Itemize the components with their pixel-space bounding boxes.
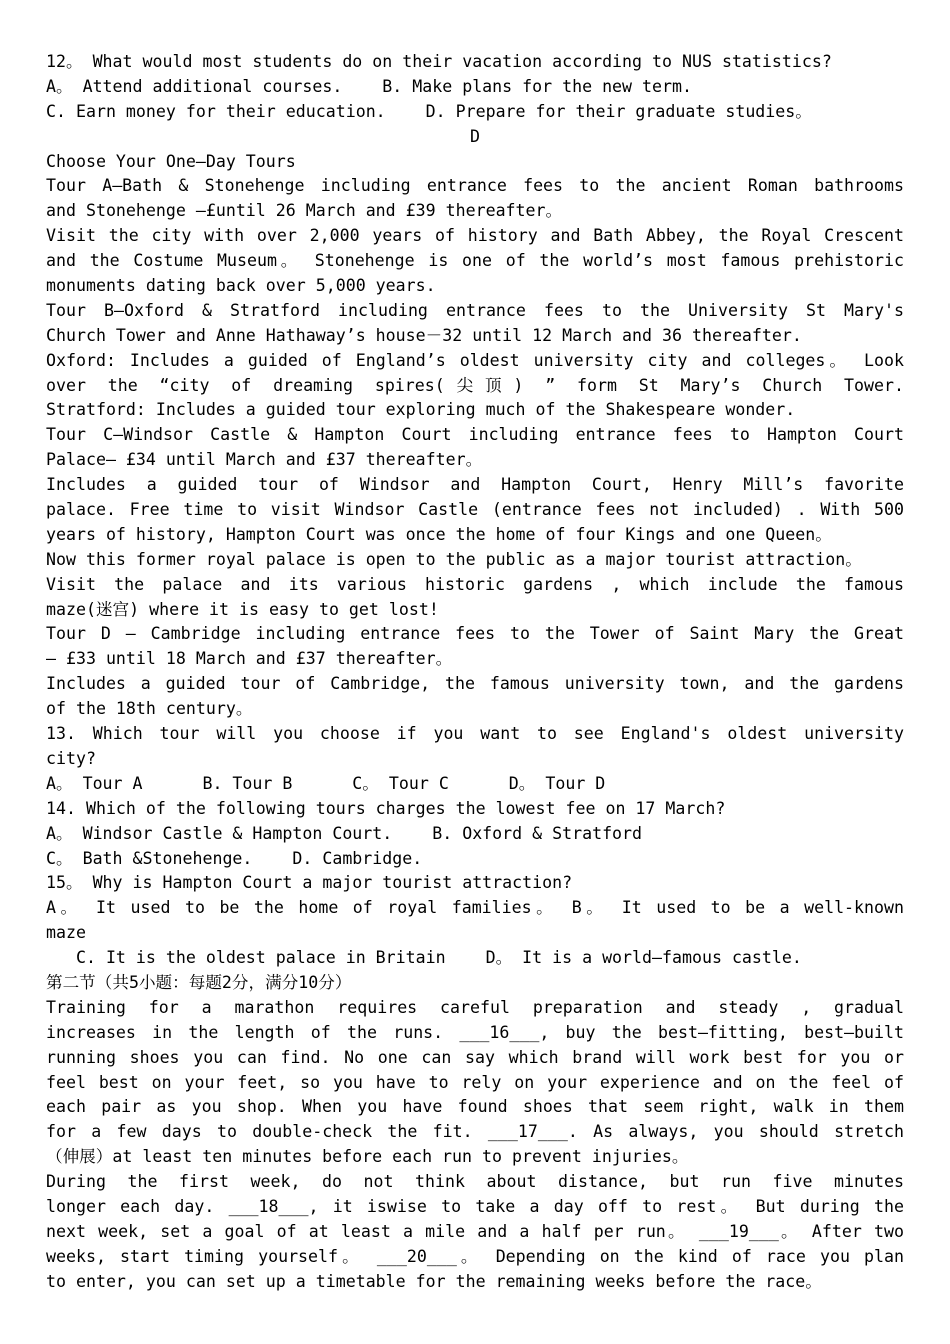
- text-line: and Stonehenge —£until 26 March and £39 thereafter。: [46, 201, 563, 221]
- text-line: and the Costume Museum。 Stonehenge is one of the world’s most famous prehistoric: [46, 251, 904, 271]
- text-line: D: [470, 126, 480, 146]
- text-line: Includes a guided tour of Cambridge, the famous university town, and the gardens: [46, 674, 904, 694]
- text-line: to enter, you can set up a timetable for the remaining weeks before the race。: [46, 1271, 822, 1291]
- text-line: During the first week, do not think about distance, but run five minutes: [46, 1172, 904, 1192]
- text-line: A。 It used to be the home of royal families。 B。 It used to be a well-known: [46, 898, 904, 918]
- text-line: maze: [46, 923, 86, 943]
- text-line: city?: [46, 748, 96, 768]
- text-line: monuments dating back over 5,000 years.: [46, 276, 436, 296]
- text-line: longer each day. ___18___, it iswise to take a day off to rest。 But during the: [46, 1196, 904, 1216]
- text-line: Training for a marathon requires careful preparation and steady , gradual: [46, 997, 904, 1017]
- text-line: 12。 What would most students do on their vacation according to NUS statistics?: [46, 52, 832, 71]
- text-line: weeks, start timing yourself。 ___20___。 Depending on the kind of race you plan: [46, 1246, 904, 1266]
- text-line: A。 Windsor Castle & Hampton Court. B. Oxford & Stratford: [46, 823, 643, 843]
- text-line: C。 Bath &Stonehenge. D. Cambridge.: [46, 848, 423, 868]
- text-line: Includes a guided tour of Windsor and Hampton Court, Henry Mill’s favorite: [46, 475, 904, 495]
- text-line: Church Tower and Anne Hathaway’s house－32 until 12 March and 36 thereafter.: [46, 325, 802, 345]
- text-line: Visit the city with over 2,000 years of history and Bath Abbey, the Royal Crescent: [46, 226, 904, 246]
- text-line: — £33 until 18 March and £37 thereafter。: [46, 649, 453, 669]
- text-line: Tour A—Bath & Stonehenge including entrance fees to the ancient Roman bathrooms: [46, 176, 904, 196]
- text-line: Now this former royal palace is open to the public as a major tourist attraction。: [46, 549, 862, 569]
- text-line: years of history, Hampton Court was once the home of four Kings and one Queen。: [46, 524, 832, 544]
- text-line: Visit the palace and its various historic gardens , which include the famous: [46, 574, 904, 594]
- text-line: Choose Your One—Day Tours: [46, 151, 296, 171]
- text-line: A。 Attend additional courses. B. Make plans for the new term.: [46, 76, 692, 96]
- text-line: （伸展）at least ten minutes before each run to prevent injuries。: [46, 1147, 689, 1167]
- text-line: A。 Tour A B. Tour B C。 Tour C D。 Tour D: [46, 773, 606, 793]
- text-line: Tour B—Oxford & Stratford including entrance fees to the University St Mary's: [46, 300, 904, 320]
- text-line: C. Earn money for their education. D. Prepare for their graduate studies。: [46, 101, 812, 121]
- text-line: 15。 Why is Hampton Court a major tourist attraction?: [46, 873, 573, 893]
- text-line: running shoes you can find. No one can say which brand will work best for you or: [46, 1047, 904, 1067]
- text-line: 第二节（共5小题：每题2分，满分10分）: [46, 972, 352, 992]
- text-line: feel best on your feet, so you have to rely on your experience and on the feel of: [46, 1072, 904, 1092]
- text-line: of the 18th century。: [46, 699, 253, 719]
- text-line: over the “city of dreaming spires(尖顶) ” form St Mary’s Church Tower.: [46, 375, 904, 395]
- text-line: palace. Free time to visit Windsor Castle (entrance fees not included) . With 500: [46, 500, 904, 520]
- text-line: for a few days to double-check the fit. ___17___. As always, you should stretch: [46, 1122, 904, 1142]
- text-line: Oxford: Includes a guided of England’s oldest university city and colleges。 Look: [46, 350, 904, 370]
- text-line: maze(迷宫) where it is easy to get lost!: [46, 599, 439, 619]
- text-line: C. It is the oldest palace in Britain D。 It is a world—famous castle.: [46, 948, 802, 968]
- text-line: Stratford: Includes a guided tour exploring much of the Shakespeare wonder.: [46, 400, 796, 420]
- text-line: Tour C—Windsor Castle & Hampton Court including entrance fees to Hampton Court: [46, 425, 904, 445]
- document-body: [46, 50, 904, 1295]
- text-line: increases in the length of the runs. ___16___, buy the best—fitting, best—built: [46, 1022, 904, 1042]
- text-line: each pair as you shop. When you have found shoes that seem right, walk in them: [46, 1097, 904, 1117]
- text-line: Tour D — Cambridge including entrance fees to the Tower of Saint Mary the Great: [46, 624, 904, 644]
- text-line: 14. Which of the following tours charges the lowest fee on 17 March?: [46, 798, 726, 818]
- text-line: next week, set a goal of at least a mile and a half per run。 ___19___。 After two: [46, 1221, 904, 1241]
- text-line: Palace— £34 until March and £37 thereafter。: [46, 450, 483, 470]
- text-line: 13. Which tour will you choose if you want to see England's oldest university: [46, 724, 904, 744]
